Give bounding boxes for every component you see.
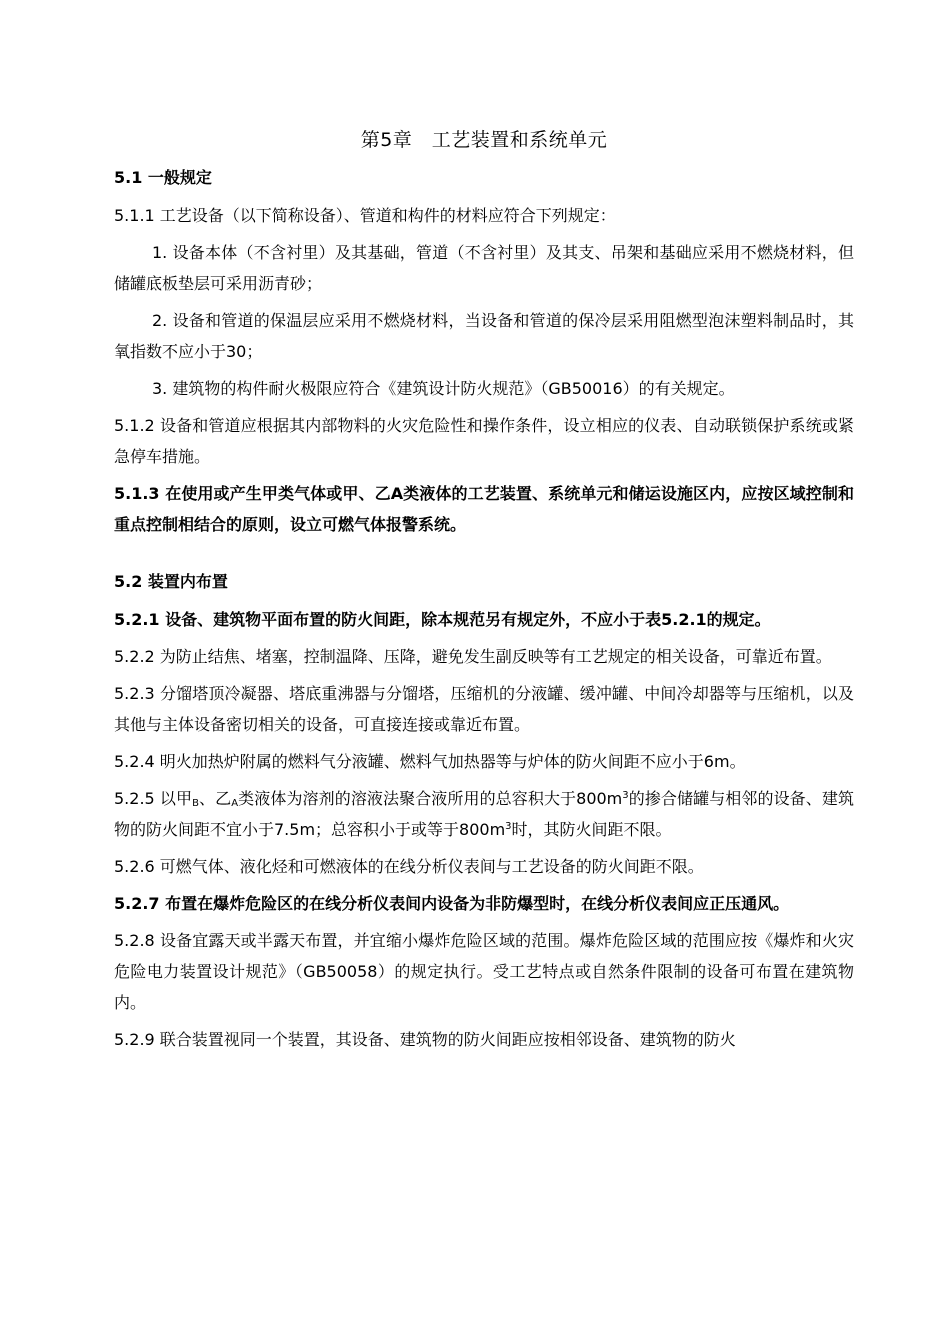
superscript-cubic-1: 3 xyxy=(622,790,629,801)
clause-5-1-1-item-2: 2. 设备和管道的保温层应采用不燃烧材料，当设备和管道的保冷层采用阻燃型泡沫塑料制品时，其氧指数不应小于30； xyxy=(114,311,854,361)
clause-5-2-1: 5.2.1 设备、建筑物平面布置的防火间距，除本规范另有规定外，不应小于表5.2.1的规定。 xyxy=(114,610,771,629)
clause-5-2-5-part-c: 类液体为溶剂的溶液法聚合液所用的总容积大于800m xyxy=(238,789,623,808)
section-heading-5-2: 5.2 装置内布置 xyxy=(114,572,228,591)
document-page xyxy=(114,124,854,1061)
clause-5-2-9: 5.2.9 联合装置视同一个装置，其设备、建筑物的防火间距应按相邻设备、建筑物的防火 xyxy=(114,1030,736,1049)
clause-5-2-5 xyxy=(114,783,854,845)
clause-5-1-2: 5.1.2 设备和管道应根据其内部物料的火灾危险性和操作条件，设立相应的仪表、自动联锁保护系统或紧急停车措施。 xyxy=(114,416,854,466)
clause-5-1-3: 5.1.3 在使用或产生甲类气体或甲、乙A类液体的工艺装置、系统单元和储运设施区内，应按区域控制和重点控制相结合的原则，设立可燃气体报警系统。 xyxy=(114,484,854,534)
clause-5-1-1-item-1: 1. 设备本体（不含衬里）及其基础，管道（不含衬里）及其支、吊架和基础应采用不燃烧材料，但储罐底板垫层可采用沥青砂； xyxy=(114,243,854,293)
clause-5-1-1: 5.1.1 工艺设备（以下简称设备）、管道和构件的材料应符合下列规定： xyxy=(114,206,616,225)
superscript-cubic-2: 3 xyxy=(505,821,512,832)
clause-5-2-5-part-d: 的掺合储罐与相邻的设备、建筑物的防火间距不宜小于7.5m；总容积小于或等于800m xyxy=(114,789,854,839)
section-spacer xyxy=(114,546,854,568)
clause-5-2-3: 5.2.3 分馏塔顶冷凝器、塔底重沸器与分馏塔，压缩机的分液罐、缓冲罐、中间冷却器等与压缩机，以及其他与主体设备密切相关的设备，可直接连接或靠近布置。 xyxy=(114,684,854,734)
section-heading-5-1: 5.1 一般规定 xyxy=(114,168,212,187)
subscript-b: B xyxy=(192,798,199,809)
clause-5-2-5-part-e: 时，其防火间距不限。 xyxy=(511,820,672,839)
subscript-a: A xyxy=(231,798,239,809)
clause-5-2-4: 5.2.4 明火加热炉附属的燃料气分液罐、燃料气加热器等与炉体的防火间距不应小于6m。 xyxy=(114,752,746,771)
clause-5-2-7: 5.2.7 布置在爆炸危险区的在线分析仪表间内设备为非防爆型时，在线分析仪表间应正压通风。 xyxy=(114,894,790,913)
clause-5-2-6: 5.2.6 可燃气体、液化烃和可燃液体的在线分析仪表间与工艺设备的防火间距不限。 xyxy=(114,857,704,876)
clause-5-2-5-part-a: 5.2.5 以甲 xyxy=(114,789,193,808)
chapter-title: 第5章 工艺装置和系统单元 xyxy=(360,129,608,151)
clause-5-2-5-part-b: 、乙 xyxy=(198,789,232,808)
clause-5-2-8: 5.2.8 设备宜露天或半露天布置，并宜缩小爆炸危险区域的范围。爆炸危险区域的范围应按《爆炸和火灾危险电力装置设计规范》（GB50058）的规定执行。受工艺特点或自然条件限制的设备可布置在建筑物内。 xyxy=(114,931,854,1012)
clause-5-2-2: 5.2.2 为防止结焦、堵塞，控制温降、压降，避免发生副反映等有工艺规定的相关设备，可靠近布置。 xyxy=(114,647,832,666)
clause-5-1-1-item-3: 3. 建筑物的构件耐火极限应符合《建筑设计防火规范》（GB50016）的有关规定。 xyxy=(152,379,735,398)
